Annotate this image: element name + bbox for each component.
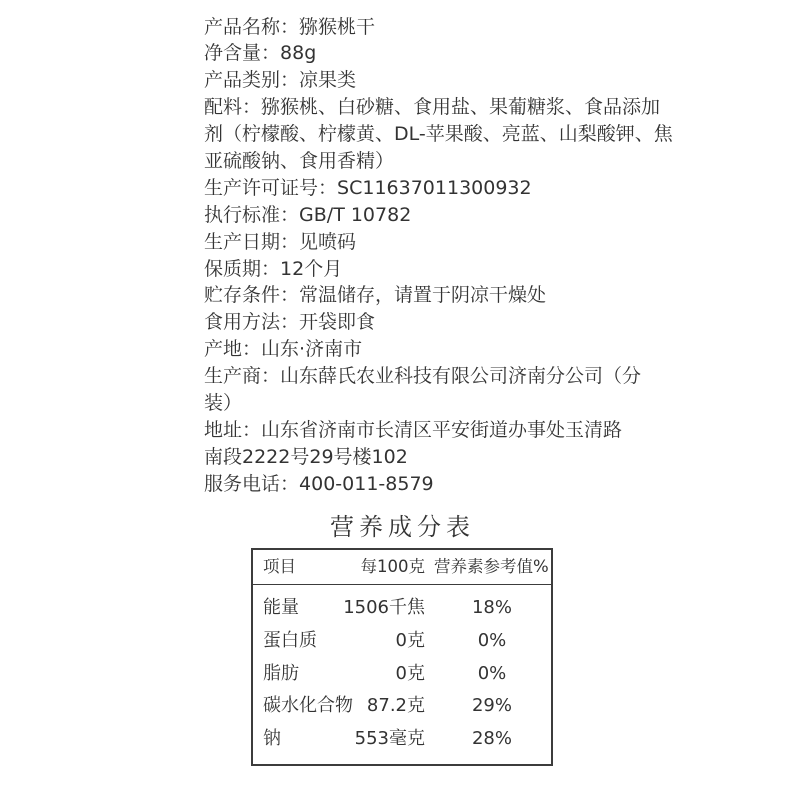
- nutrient-amount: 87.2克: [366, 695, 425, 717]
- nutrition-table: [251, 548, 553, 766]
- nutrient-name: 能量: [263, 597, 299, 618]
- info-line: [204, 282, 673, 309]
- nutrition-title: 营养成分表: [330, 513, 475, 541]
- field-net-content: [204, 40, 673, 67]
- info-line: [204, 471, 673, 498]
- info-line: [204, 202, 673, 229]
- field-value: 凉果类: [299, 69, 357, 92]
- field-label: 产地: [204, 338, 243, 361]
- field-label: 食用方法: [204, 311, 281, 334]
- field-separator: ：: [242, 418, 262, 441]
- field-shelf-life: [204, 256, 673, 283]
- field-label: 生产日期: [204, 230, 281, 253]
- field-value: 山东·济南市: [261, 338, 363, 361]
- info-line: [204, 40, 673, 67]
- field-product-name: [204, 14, 673, 41]
- table-header-row: [253, 550, 551, 585]
- info-line-continued: [204, 390, 673, 417]
- nutrient-nrv: 0%: [477, 629, 507, 651]
- field-separator: ：: [280, 472, 300, 495]
- info-line: [204, 336, 673, 363]
- nutrient-name: 钠: [263, 728, 281, 749]
- nutrient-nrv: 29%: [471, 695, 512, 717]
- field-label: 产品名称: [204, 15, 281, 38]
- nutrient-name: 蛋白质: [263, 629, 317, 651]
- field-label: 保质期: [204, 257, 262, 280]
- table-row: [253, 592, 551, 625]
- info-line: [204, 229, 673, 256]
- field-value: 开袋即食: [299, 311, 376, 334]
- field-value: 山东省济南市长清区平安街道办事处玉清路: [261, 418, 623, 441]
- product-info: [204, 14, 673, 498]
- nutrient-nrv: 0%: [477, 662, 507, 684]
- field-service-phone: [204, 471, 673, 498]
- field-label: 执行标准: [204, 203, 281, 226]
- field-address: [204, 417, 673, 471]
- info-line-continued: [204, 148, 673, 175]
- field-separator: ：: [261, 257, 281, 280]
- nutrient-amount: 0克: [395, 629, 425, 651]
- field-separator: ：: [280, 69, 300, 92]
- info-line: [204, 175, 673, 202]
- field-separator: ：: [280, 203, 300, 226]
- field-label: 产品类别: [204, 69, 281, 92]
- info-line-continued: [204, 121, 673, 148]
- field-value: 88g: [280, 42, 317, 65]
- field-value: 猕猴桃干: [299, 15, 376, 38]
- field-value: 常温储存，请置于阴凉干燥处: [299, 284, 547, 307]
- nutrient-amount: 1506千焦: [343, 597, 425, 618]
- nutrient-nrv: 18%: [471, 597, 512, 618]
- field-value: SC11637011300932: [337, 176, 532, 199]
- field-origin: [204, 336, 673, 363]
- field-label: 配料: [204, 96, 243, 119]
- info-line: [204, 94, 673, 121]
- field-value: 剂（柠檬酸、柠檬黄、DL-苹果酸、亮蓝、山梨酸钾、焦: [204, 123, 673, 146]
- field-separator: ：: [280, 311, 300, 334]
- field-value: 400-011-8579: [299, 472, 434, 495]
- field-usage: [204, 309, 673, 336]
- field-ingredients: [204, 94, 673, 175]
- table-row: [253, 625, 551, 658]
- field-value: 12个月: [280, 257, 343, 280]
- info-line: [204, 67, 673, 94]
- table-row: [253, 723, 551, 756]
- field-license-number: [204, 175, 673, 202]
- field-value: 山东薛氏农业科技有限公司济南分公司（分: [280, 365, 642, 388]
- field-production-date: [204, 229, 673, 256]
- table-row: [253, 690, 551, 723]
- field-manufacturer: [204, 363, 673, 417]
- field-separator: ：: [242, 96, 262, 119]
- field-label: 净含量: [204, 42, 262, 65]
- field-separator: ：: [280, 284, 300, 307]
- field-value: 亚硫酸钠、食用香精）: [204, 149, 395, 172]
- field-separator: ：: [261, 42, 281, 65]
- field-storage: [204, 282, 673, 309]
- header-per-100g: 每100克: [360, 557, 425, 576]
- field-category: [204, 67, 673, 94]
- field-separator: ：: [318, 176, 338, 199]
- table-body: [253, 585, 551, 756]
- info-line: [204, 363, 673, 390]
- field-separator: ：: [242, 338, 262, 361]
- field-label: 地址: [204, 418, 243, 441]
- table-row: [253, 658, 551, 691]
- info-line: [204, 417, 673, 444]
- nutrient-name: 脂肪: [263, 662, 299, 684]
- field-value: 装）: [204, 391, 243, 414]
- field-label: 服务电话: [204, 472, 281, 495]
- field-value: GB/T 10782: [299, 203, 412, 226]
- field-standard: [204, 202, 673, 229]
- info-line: [204, 14, 673, 41]
- nutrient-amount: 553毫克: [354, 728, 425, 749]
- field-separator: ：: [261, 365, 281, 388]
- header-nrv-percent: 营养素参考值%: [434, 557, 549, 576]
- field-label: 贮存条件: [204, 284, 281, 307]
- info-line-continued: [204, 444, 673, 471]
- field-label: 生产许可证号: [204, 176, 319, 199]
- field-separator: ：: [280, 15, 300, 38]
- nutrient-nrv: 28%: [471, 728, 512, 749]
- nutrient-amount: 0克: [395, 662, 425, 684]
- field-separator: ：: [280, 230, 300, 253]
- info-line: [204, 309, 673, 336]
- field-value: 见喷码: [299, 230, 357, 253]
- info-line: [204, 256, 673, 283]
- field-value: 南段2222号29号楼102: [204, 445, 408, 468]
- header-item: 项目: [263, 557, 296, 576]
- field-label: 生产商: [204, 365, 262, 388]
- field-value: 猕猴桃、白砂糖、食用盐、果葡糖浆、食品添加: [261, 96, 661, 119]
- nutrient-name: 碳水化合物: [263, 695, 353, 717]
